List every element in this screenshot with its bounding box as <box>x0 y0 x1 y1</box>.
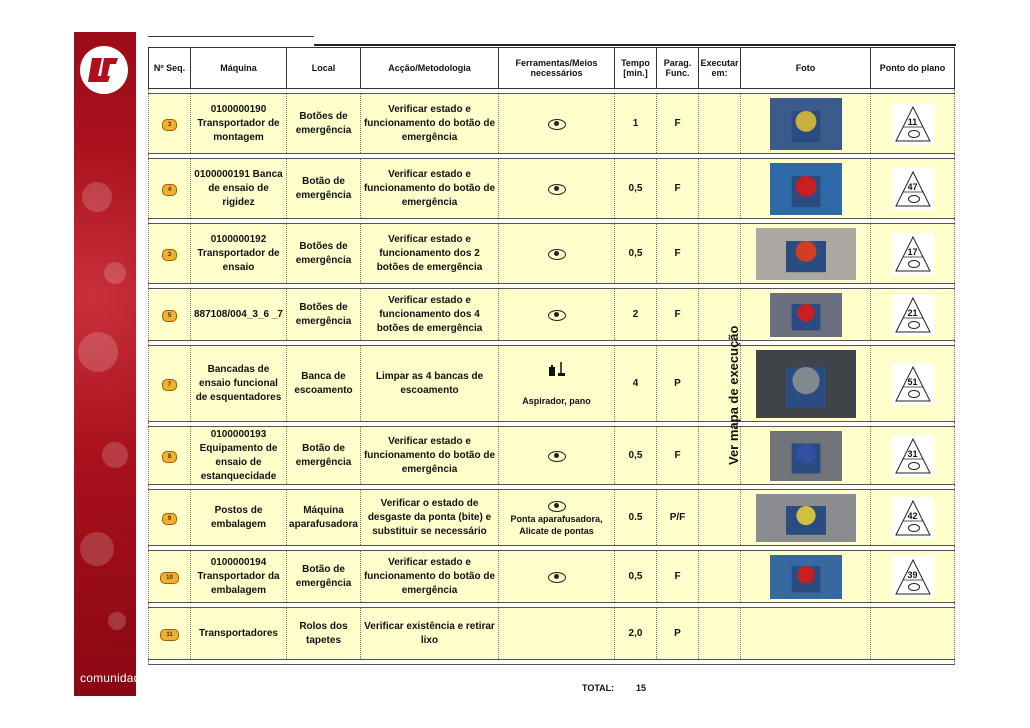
footer-text: comunidade <box>80 671 148 685</box>
header-ponto: Ponto do plano <box>871 48 955 89</box>
header-seq: Nº Seq. <box>149 48 191 89</box>
seq-cell <box>149 94 191 154</box>
divider <box>314 44 956 46</box>
machine-cell: 0100000194 Transportador da embalagem <box>191 551 287 603</box>
photo-cell <box>741 490 871 546</box>
plan-point-icon <box>892 168 934 210</box>
plan-point-number: 51 <box>907 376 918 387</box>
machine-cell: 0100000192 Transportador de ensaio <box>191 224 287 284</box>
tools-cell <box>499 94 615 154</box>
tools-cell <box>499 289 615 341</box>
seq-cell <box>149 490 191 546</box>
action-cell: Verificar estado e funcionamento do botão de emergência <box>361 159 499 219</box>
action-cell: Verificar estado e funcionamento dos 4 botões de emergência <box>361 289 499 341</box>
tools-cell <box>499 346 615 422</box>
seq-badge: 5 <box>162 310 177 322</box>
eye-icon <box>908 321 920 329</box>
machine-cell: 0100000191 Banca de ensaio de rigidez <box>191 159 287 219</box>
seq-badge: 3 <box>162 249 177 261</box>
time-cell: 0,5 <box>615 159 657 219</box>
action-cell: Verificar estado e funcionamento do botão de emergência <box>361 427 499 485</box>
seq-cell <box>149 551 191 603</box>
tools-cell <box>499 224 615 284</box>
divider <box>148 36 314 37</box>
eye-icon <box>908 524 920 532</box>
location-cell: Banca de escoamento <box>287 346 361 422</box>
action-cell: Verificar estado e funcionamento do botão de emergência <box>361 551 499 603</box>
eye-icon <box>908 583 920 591</box>
plan-point-icon <box>892 233 934 275</box>
total-label: TOTAL: <box>582 683 615 693</box>
header-local: Local <box>287 48 361 89</box>
location-cell: Máquina aparafusadora <box>287 490 361 546</box>
header-ferramentas: Ferramentas/Meios necessários <box>499 48 615 89</box>
execute-note: Ver mapa de execução <box>726 325 741 465</box>
header-parag: Parag. Func. <box>657 48 699 89</box>
table-row <box>149 608 955 660</box>
plan-point-cell <box>871 224 955 284</box>
location-cell: Botão de emergência <box>287 159 361 219</box>
stop-cell: P/F <box>657 490 699 546</box>
eye-icon <box>548 501 566 512</box>
machine-cell: 887108/004_3_6 _7 <box>191 289 287 341</box>
machine-cell: 0100000193 Equipamento de ensaio de estanquecidade <box>191 427 287 485</box>
photo-cell <box>741 289 871 341</box>
plan-point-cell <box>871 490 955 546</box>
time-cell: 1 <box>615 94 657 154</box>
location-cell: Botões de emergência <box>287 94 361 154</box>
plan-point-icon <box>892 103 934 145</box>
stop-cell: F <box>657 427 699 485</box>
table-row <box>149 94 955 154</box>
tools-text: Ponta aparafusadora, Alicate de pontas <box>510 513 603 536</box>
tools-cell <box>499 427 615 485</box>
plan-point-cell <box>871 346 955 422</box>
tools-cell <box>499 608 615 660</box>
location-cell: Botão de emergência <box>287 551 361 603</box>
photo-cell <box>741 346 871 422</box>
equipment-photo <box>756 350 856 418</box>
stop-cell: P <box>657 608 699 660</box>
eye-icon <box>548 451 566 462</box>
plan-point-icon <box>892 556 934 598</box>
eye-icon <box>908 130 920 138</box>
location-cell: Rolos dos tapetes <box>287 608 361 660</box>
plan-point-icon <box>892 363 934 405</box>
time-cell: 0,5 <box>615 551 657 603</box>
eye-icon <box>548 119 566 130</box>
plan-point-icon <box>892 497 934 539</box>
plan-point-icon <box>892 435 934 477</box>
cleaning-icon <box>908 390 920 398</box>
maintenance-table <box>148 47 955 665</box>
action-cell: Verificar estado e funcionamento dos 2 botões de emergência <box>361 224 499 284</box>
cleaning-icon <box>500 361 613 381</box>
photo-cell <box>741 224 871 284</box>
table-row <box>149 159 955 219</box>
stop-cell: P <box>657 346 699 422</box>
table-row <box>149 427 955 485</box>
plan-point-cell <box>871 551 955 603</box>
seq-cell <box>149 427 191 485</box>
machine-cell: Transportadores <box>191 608 287 660</box>
table-row <box>149 289 955 341</box>
plan-point-cell <box>871 94 955 154</box>
machine-cell: 0100000190 Transportador de montagem <box>191 94 287 154</box>
equipment-photo <box>756 228 856 280</box>
equipment-photo <box>770 163 842 215</box>
header-foto: Foto <box>741 48 871 89</box>
time-cell: 2 <box>615 289 657 341</box>
photo-cell <box>741 427 871 485</box>
seq-cell <box>149 608 191 660</box>
stop-cell: F <box>657 159 699 219</box>
time-cell: 0,5 <box>615 427 657 485</box>
company-logo <box>80 46 128 94</box>
equipment-photo <box>770 555 842 599</box>
table-row <box>149 551 955 603</box>
photo-cell <box>741 94 871 154</box>
seq-badge: 3 <box>162 119 177 131</box>
action-cell: Verificar o estado de desgaste da ponta (bite) e substituir se necessário <box>361 490 499 546</box>
equipment-photo <box>770 431 842 481</box>
eye-icon <box>908 195 920 203</box>
action-cell: Verificar estado e funcionamento do botão de emergência <box>361 94 499 154</box>
execute-cell <box>699 159 741 219</box>
location-cell: Botões de emergência <box>287 289 361 341</box>
table-row <box>149 490 955 546</box>
total-value: 15 <box>636 683 647 693</box>
tools-text: Aspirador, pano <box>522 395 591 406</box>
execute-cell <box>699 224 741 284</box>
eye-icon <box>548 310 566 321</box>
equipment-photo <box>770 293 842 337</box>
eye-icon <box>908 462 920 470</box>
table-row <box>149 224 955 284</box>
table-row <box>149 346 955 422</box>
time-cell: 0,5 <box>615 224 657 284</box>
plan-point-number: 39 <box>907 569 918 580</box>
photo-cell <box>741 608 871 660</box>
stop-cell: F <box>657 289 699 341</box>
stop-cell: F <box>657 94 699 154</box>
eye-icon <box>908 260 920 268</box>
equipment-photo <box>770 98 842 150</box>
plan-point-number: 11 <box>907 116 918 127</box>
photo-cell <box>741 551 871 603</box>
plan-point-number: 31 <box>907 448 918 459</box>
time-cell: 4 <box>615 346 657 422</box>
plan-point-cell <box>871 608 955 660</box>
seq-cell <box>149 289 191 341</box>
tools-cell <box>499 490 615 546</box>
equipment-photo <box>756 494 856 542</box>
eye-icon <box>548 184 566 195</box>
header-accao: Acção/Metodologia <box>361 48 499 89</box>
plan-point-cell <box>871 289 955 341</box>
execute-cell <box>699 551 741 603</box>
plan-point-number: 17 <box>907 246 918 257</box>
location-cell: Botões de emergência <box>287 224 361 284</box>
seq-badge: 10 <box>160 572 179 584</box>
photo-cell <box>741 159 871 219</box>
action-cell: Verificar existência e retirar lixo <box>361 608 499 660</box>
side-banner <box>74 32 136 696</box>
plan-point-icon <box>892 294 934 336</box>
seq-badge: 4 <box>162 184 177 196</box>
action-cell: Limpar as 4 bancas de escoamento <box>361 346 499 422</box>
eye-icon <box>548 249 566 260</box>
plan-point-cell <box>871 159 955 219</box>
tools-cell <box>499 551 615 603</box>
header-maquina: Máquina <box>191 48 287 89</box>
plan-point-number: 42 <box>907 510 918 521</box>
machine-cell: Postos de embalagem <box>191 490 287 546</box>
time-cell: 0.5 <box>615 490 657 546</box>
seq-badge: 8 <box>162 451 177 463</box>
location-cell: Botão de emergência <box>287 427 361 485</box>
seq-badge: 7 <box>162 379 177 391</box>
machine-cell: Bancadas de ensaio funcional de esquentadores <box>191 346 287 422</box>
seq-cell <box>149 224 191 284</box>
plan-point-cell <box>871 427 955 485</box>
seq-badge: 11 <box>160 629 179 641</box>
execute-cell <box>699 94 741 154</box>
header-tempo: Tempo [min.] <box>615 48 657 89</box>
plan-point-number: 47 <box>907 181 918 192</box>
time-cell: 2,0 <box>615 608 657 660</box>
seq-cell <box>149 159 191 219</box>
execute-cell <box>699 490 741 546</box>
eye-icon <box>548 572 566 583</box>
execute-cell <box>699 608 741 660</box>
seq-badge: 9 <box>162 513 177 525</box>
plan-point-number: 21 <box>907 307 918 318</box>
header-executar: Executar em: <box>699 48 741 89</box>
seq-cell <box>149 346 191 422</box>
stop-cell: F <box>657 551 699 603</box>
stop-cell: F <box>657 224 699 284</box>
tools-cell <box>499 159 615 219</box>
